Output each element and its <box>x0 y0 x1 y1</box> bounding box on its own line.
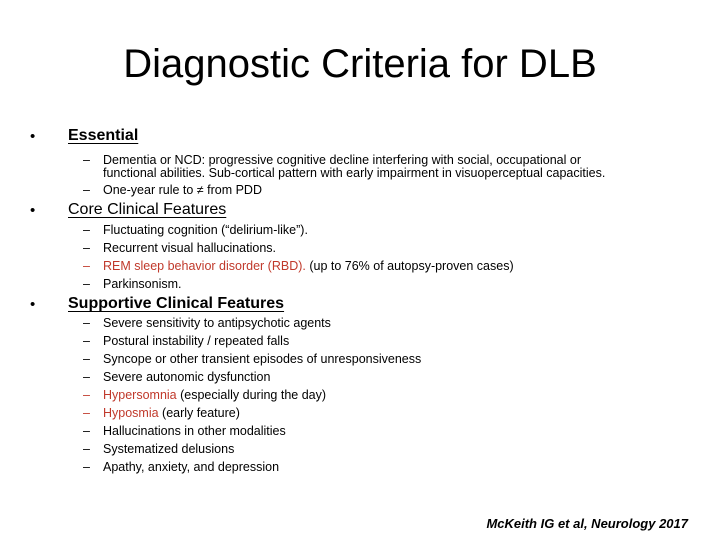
supportive-item-6-text <box>103 404 703 422</box>
dash: – <box>83 316 90 330</box>
supportive-item-6-highlight: Hyposmia <box>103 406 159 420</box>
supportive-item-5-highlight: Hypersomnia <box>103 388 177 402</box>
dash: – <box>83 153 90 167</box>
dash: – <box>83 259 90 273</box>
dash: – <box>83 223 90 237</box>
heading-essential: Essential <box>68 127 139 144</box>
supportive-item-2-text: Postural instability / repeated falls <box>103 334 290 348</box>
dash: – <box>83 352 90 366</box>
supportive-item-9-text: Apathy, anxiety, and depression <box>103 460 280 474</box>
dash: – <box>83 442 90 456</box>
core-item-4-text: Parkinsonism. <box>103 277 182 291</box>
dash: – <box>83 241 90 255</box>
bullet-supportive: • <box>30 296 36 313</box>
citation: McKeith IG et al, Neurology 2017 <box>486 516 688 531</box>
dash: – <box>83 370 90 384</box>
dash: – <box>83 183 90 197</box>
dash: – <box>83 334 90 348</box>
supportive-item-3-text: Syncope or other transient episodes of unresponsiveness <box>103 352 422 366</box>
dash: – <box>83 424 90 438</box>
heading-supportive-clinical-features: Supportive Clinical Features <box>68 295 285 312</box>
essential-item-1-line-1: Dementia or NCD: progressive cognitive decline interfering with social, occupational or <box>103 153 582 167</box>
core-item-2-text: Recurrent visual hallucinations. <box>103 241 277 255</box>
supportive-item-5-text <box>103 386 703 404</box>
supportive-item-5-rest: (especially during the day) <box>176 388 327 402</box>
core-item-3-rest: (up to 76% of autopsy-proven cases) <box>305 259 514 273</box>
dash: – <box>83 388 90 402</box>
heading-core-clinical-features: Core Clinical Features <box>68 201 227 218</box>
supportive-item-7-text: Hallucinations in other modalities <box>103 424 286 438</box>
supportive-item-1-text: Severe sensitivity to antipsychotic agents <box>103 316 331 330</box>
dash: – <box>83 277 90 291</box>
supportive-item-6-rest: (early feature) <box>158 406 240 420</box>
essential-item-1-line-2: functional abilities. Sub-cortical pattern with early impairment in visuoperceptual capacities. <box>103 166 606 180</box>
bullet-core: • <box>30 202 36 219</box>
core-item-1-text: Fluctuating cognition (“delirium-like”). <box>103 223 308 237</box>
core-item-3-text <box>103 257 703 275</box>
dash: – <box>83 406 90 420</box>
supportive-item-4-text: Severe autonomic dysfunction <box>103 370 271 384</box>
bullet-essential: • <box>30 128 36 145</box>
dash: – <box>83 460 90 474</box>
core-item-3-highlight: REM sleep behavior disorder (RBD). <box>103 259 306 273</box>
slide-title: Diagnostic Criteria for DLB <box>123 42 597 86</box>
supportive-item-8-text: Systematized delusions <box>103 442 235 456</box>
essential-item-2-text: One-year rule to ≠ from PDD <box>103 183 262 197</box>
